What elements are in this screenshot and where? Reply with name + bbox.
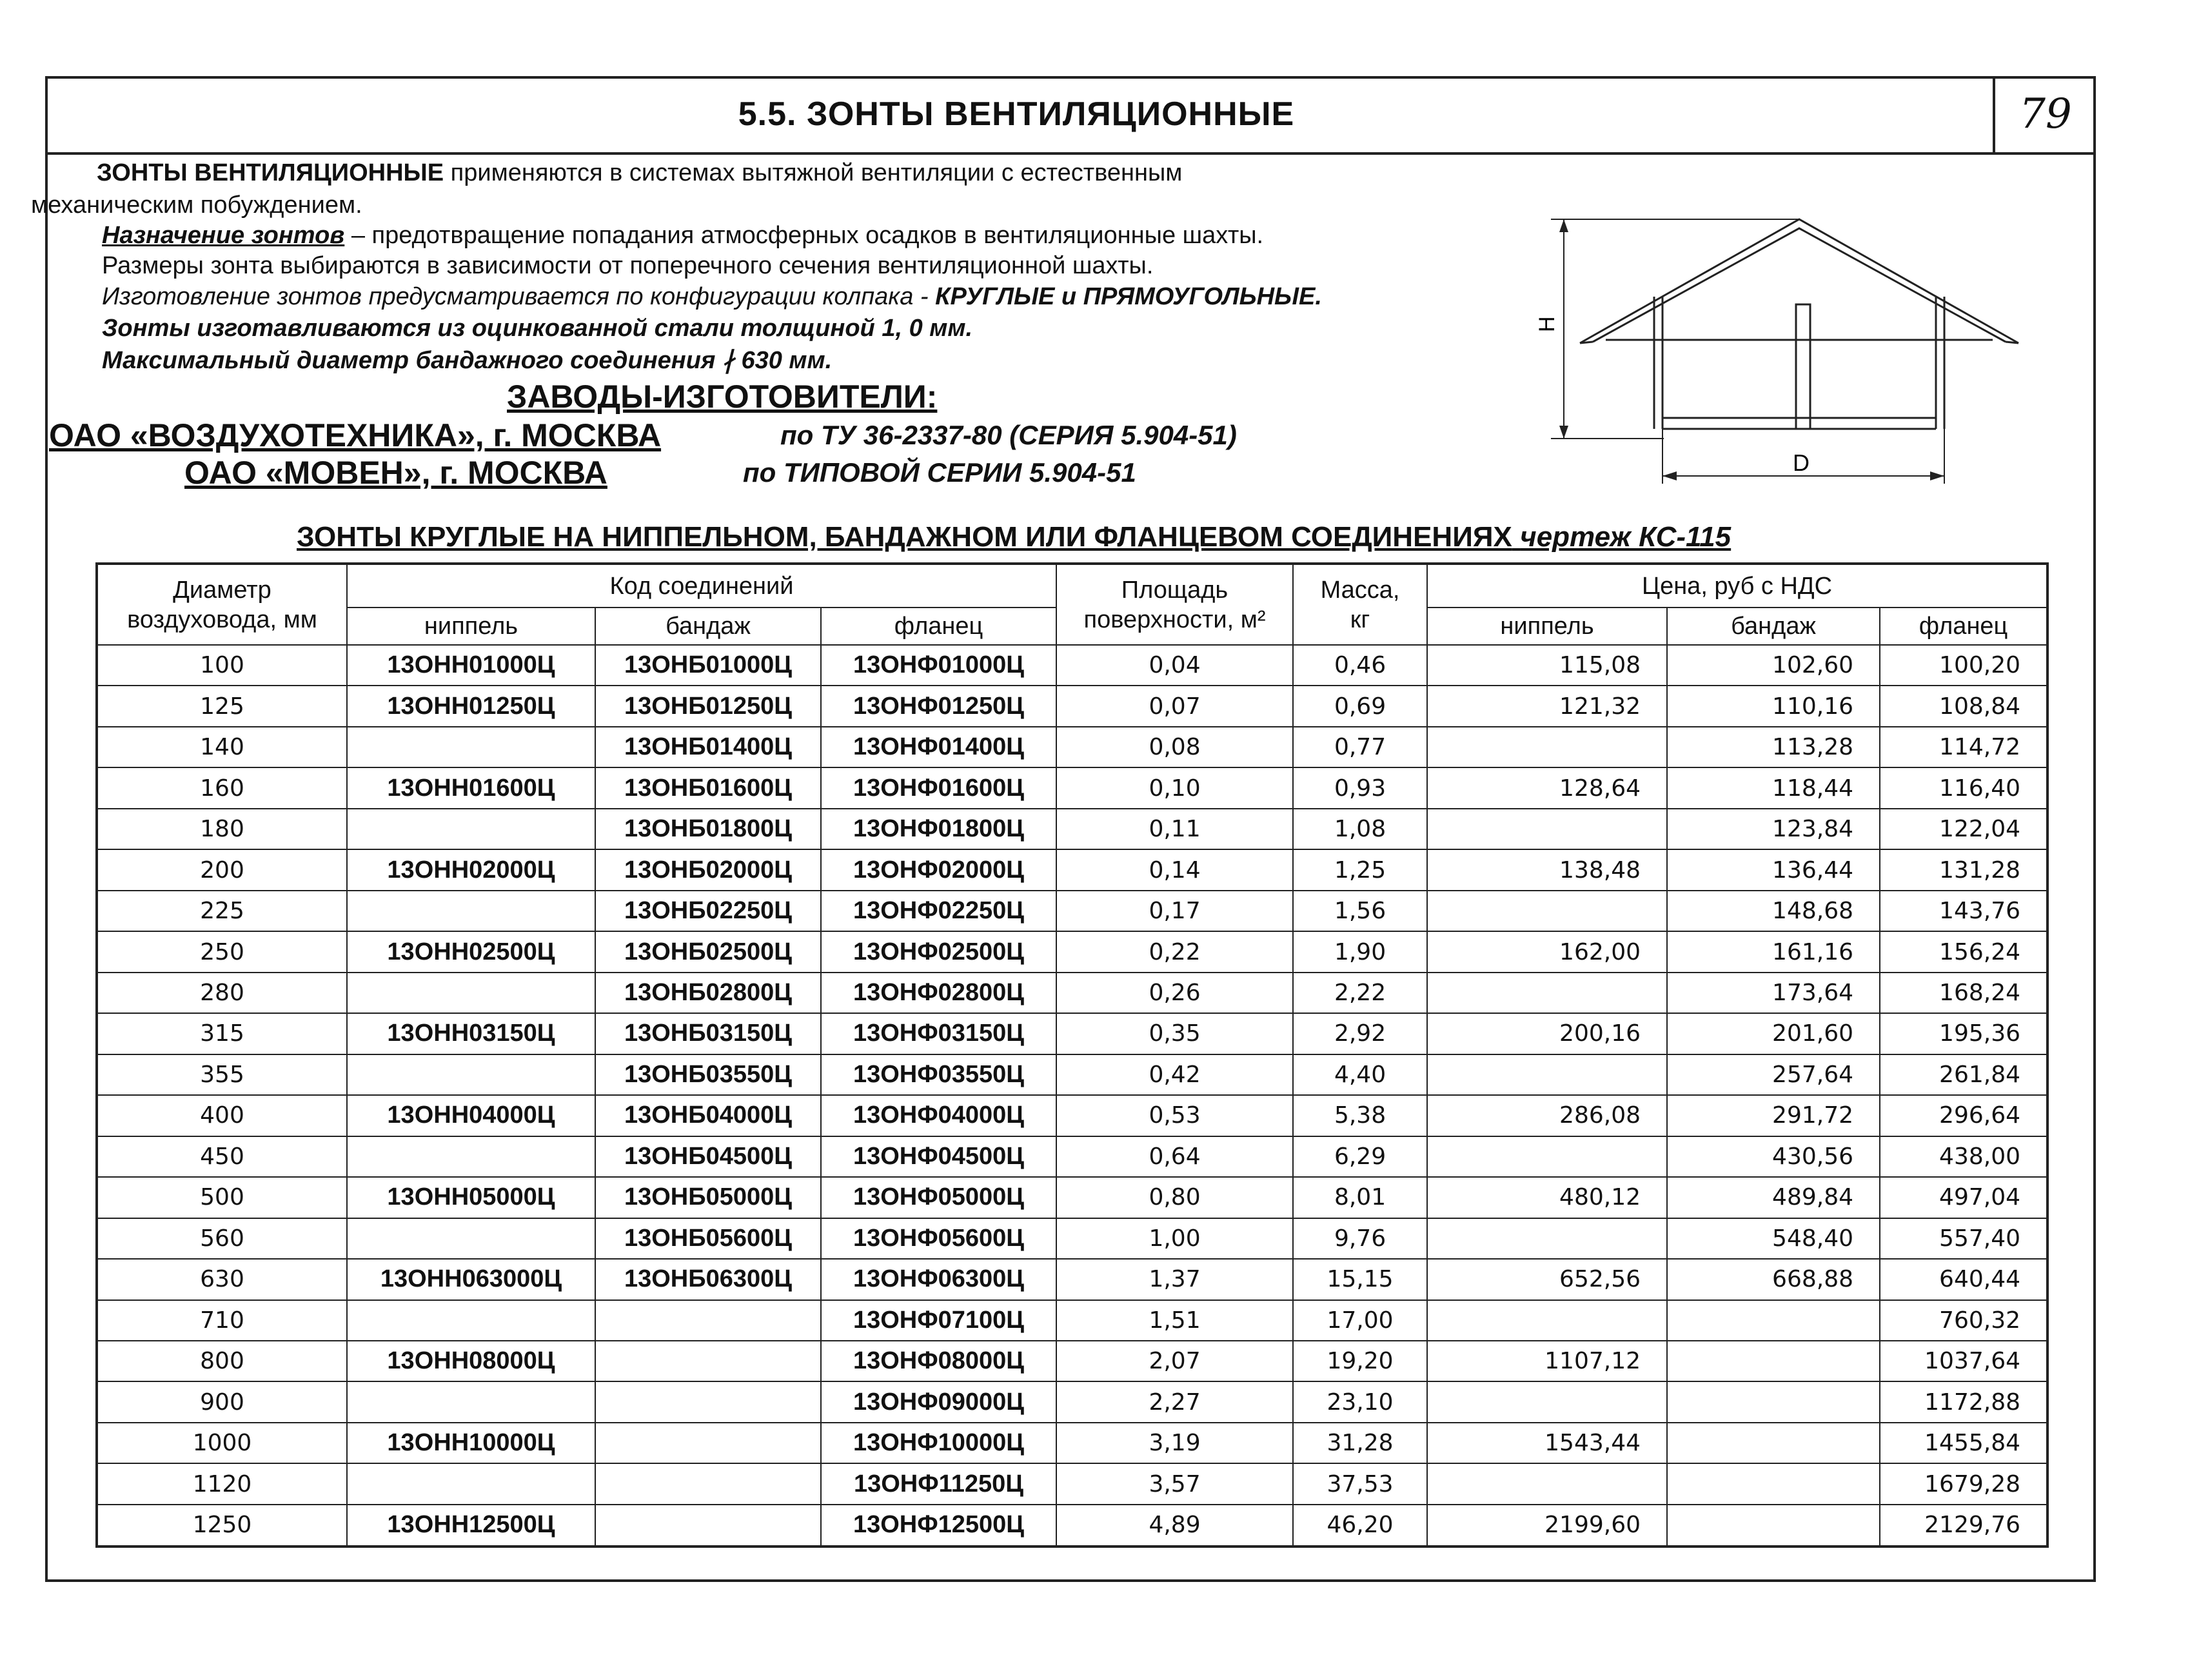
cell-code-band: 13ОНБ01600Ц xyxy=(595,767,821,808)
cell-price-band: 161,16 xyxy=(1667,931,1880,972)
table-row xyxy=(97,1423,2047,1463)
table-row xyxy=(97,891,2047,931)
table-row xyxy=(97,1013,2047,1054)
cell-code-band xyxy=(595,1381,821,1422)
cell-price-band xyxy=(1667,1423,1880,1463)
col-header-mass: Масса, кг xyxy=(1293,564,1427,645)
material-line: Зонты изготавливаются из оцинкованной стали толщиной 1, 0 мм. xyxy=(102,315,973,342)
purpose-label: Назначение зонтов xyxy=(102,222,345,249)
cell-code-flange: 13ОНФ12500Ц xyxy=(821,1505,1056,1547)
cell-area: 0,64 xyxy=(1056,1136,1293,1177)
cell-code-band: 13ОНБ06300Ц xyxy=(595,1259,821,1300)
cell-price-nipple: 162,00 xyxy=(1427,931,1667,972)
col-header-price: Цена, руб с НДС xyxy=(1427,564,2047,608)
cell-area: 0,08 xyxy=(1056,727,1293,767)
cell-diameter: 800 xyxy=(97,1341,347,1381)
col-header-area: Площадь поверхности, м² xyxy=(1056,564,1293,645)
cell-code-nipple xyxy=(347,1300,595,1341)
cell-diameter: 200 xyxy=(97,849,347,890)
table-row xyxy=(97,809,2047,849)
cell-code-nipple: 13ОНН01600Ц xyxy=(347,767,595,808)
cell-code-nipple xyxy=(347,727,595,767)
cell-price-nipple xyxy=(1427,1136,1667,1177)
cell-mass: 1,90 xyxy=(1293,931,1427,972)
cell-diameter: 355 xyxy=(97,1054,347,1095)
cell-area: 0,22 xyxy=(1056,931,1293,972)
cell-price-flange: 296,64 xyxy=(1880,1095,2047,1136)
cell-code-flange: 13ОНФ03550Ц xyxy=(821,1054,1056,1095)
config-line xyxy=(102,282,1322,311)
cell-code-flange: 13ОНФ05000Ц xyxy=(821,1177,1056,1218)
cell-code-band xyxy=(595,1300,821,1341)
cell-code-nipple: 13ОНН05000Ц xyxy=(347,1177,595,1218)
cell-price-band: 291,72 xyxy=(1667,1095,1880,1136)
table-row xyxy=(97,849,2047,890)
cell-code-nipple xyxy=(347,891,595,931)
cell-code-nipple: 13ОНН08000Ц xyxy=(347,1341,595,1381)
diameter-label: D xyxy=(1793,450,1810,476)
cell-code-nipple: 13ОНН063000Ц xyxy=(347,1259,595,1300)
cell-price-flange: 1037,64 xyxy=(1880,1341,2047,1381)
cell-price-nipple: 652,56 xyxy=(1427,1259,1667,1300)
cell-price-flange: 1455,84 xyxy=(1880,1423,2047,1463)
intro-text: применяются в системах вытяжной вентиляции с естественным xyxy=(444,159,1183,186)
cell-diameter: 560 xyxy=(97,1218,347,1259)
cell-price-flange: 114,72 xyxy=(1880,727,2047,767)
cell-price-band: 173,64 xyxy=(1667,973,1880,1013)
maker-2-spec: по ТИПОВОЙ СЕРИИ 5.904-51 xyxy=(743,457,1136,488)
cell-price-flange: 1679,28 xyxy=(1880,1463,2047,1504)
cell-mass: 1,25 xyxy=(1293,849,1427,890)
cell-mass: 46,20 xyxy=(1293,1505,1427,1547)
cell-price-flange: 122,04 xyxy=(1880,809,2047,849)
cell-area: 1,37 xyxy=(1056,1259,1293,1300)
cell-diameter: 250 xyxy=(97,931,347,972)
cell-code-flange: 13ОНФ03150Ц xyxy=(821,1013,1056,1054)
cell-code-flange: 13ОНФ01400Ц xyxy=(821,727,1056,767)
subheader-code-flange: фланец xyxy=(821,608,1056,645)
cell-price-flange: 261,84 xyxy=(1880,1054,2047,1095)
cell-price-nipple xyxy=(1427,1300,1667,1341)
cell-code-nipple xyxy=(347,1463,595,1504)
cell-price-nipple xyxy=(1427,1463,1667,1504)
cell-mass: 1,08 xyxy=(1293,809,1427,849)
maker-2-name: ОАО «МОВЕН», г. МОСКВА xyxy=(184,455,607,491)
cell-diameter: 160 xyxy=(97,767,347,808)
cell-code-nipple xyxy=(347,973,595,1013)
cell-price-flange: 195,36 xyxy=(1880,1013,2047,1054)
cell-mass: 6,29 xyxy=(1293,1136,1427,1177)
cell-code-flange: 13ОНФ06300Ц xyxy=(821,1259,1056,1300)
cell-mass: 8,01 xyxy=(1293,1177,1427,1218)
cell-code-nipple: 13ОНН02500Ц xyxy=(347,931,595,972)
table-row xyxy=(97,686,2047,726)
hood-center-pipe xyxy=(1796,304,1810,429)
drawing-ref: чертеж КС-115 xyxy=(1520,521,1731,553)
intro-line-2: механическим побуждением. xyxy=(31,192,362,219)
table-row xyxy=(97,931,2047,972)
cell-area: 2,27 xyxy=(1056,1381,1293,1422)
cell-price-band: 201,60 xyxy=(1667,1013,1880,1054)
cell-price-band: 136,44 xyxy=(1667,849,1880,890)
cell-code-flange: 13ОНФ04500Ц xyxy=(821,1136,1056,1177)
cell-price-band: 489,84 xyxy=(1667,1177,1880,1218)
cell-code-nipple: 13ОНН01250Ц xyxy=(347,686,595,726)
cell-code-band: 13ОНБ02250Ц xyxy=(595,891,821,931)
max-diameter-line: Максимальный диаметр бандажного соединения ∤ 630 мм. xyxy=(102,347,833,374)
col-header-diameter: Диаметр воздуховода, мм xyxy=(97,564,347,645)
table-row xyxy=(97,1505,2047,1547)
cell-price-band: 257,64 xyxy=(1667,1054,1880,1095)
cell-price-band xyxy=(1667,1300,1880,1341)
cell-price-flange: 131,28 xyxy=(1880,849,2047,890)
cell-area: 0,17 xyxy=(1056,891,1293,931)
table-row xyxy=(97,1218,2047,1259)
cell-price-flange: 760,32 xyxy=(1880,1300,2047,1341)
cell-price-nipple xyxy=(1427,1381,1667,1422)
header-bar xyxy=(45,76,2096,155)
subheader-code-nipple: ниппель xyxy=(347,608,595,645)
intro-line-1 xyxy=(97,158,1182,188)
cell-area: 0,14 xyxy=(1056,849,1293,890)
cell-price-flange: 557,40 xyxy=(1880,1218,2047,1259)
subheader-price-nipple: ниппель xyxy=(1427,608,1667,645)
cell-mass: 1,56 xyxy=(1293,891,1427,931)
cell-code-flange: 13ОНФ11250Ц xyxy=(821,1463,1056,1504)
cell-code-flange: 13ОНФ02500Ц xyxy=(821,931,1056,972)
cell-code-nipple: 13ОНН04000Ц xyxy=(347,1095,595,1136)
cell-price-flange: 168,24 xyxy=(1880,973,2047,1013)
cell-code-band: 13ОНБ04500Ц xyxy=(595,1136,821,1177)
cell-price-band: 113,28 xyxy=(1667,727,1880,767)
config-types: КРУГЛЫЕ и ПРЯМОУГОЛЬНЫЕ. xyxy=(935,283,1322,310)
cell-mass: 19,20 xyxy=(1293,1341,1427,1381)
price-table xyxy=(95,562,2049,1548)
cell-price-band: 148,68 xyxy=(1667,891,1880,931)
cell-price-flange: 100,20 xyxy=(1880,645,2047,686)
table-row xyxy=(97,1054,2047,1095)
cell-price-flange: 116,40 xyxy=(1880,767,2047,808)
table-row xyxy=(97,1341,2047,1381)
cell-area: 0,11 xyxy=(1056,809,1293,849)
cell-mass: 9,76 xyxy=(1293,1218,1427,1259)
cell-diameter: 280 xyxy=(97,973,347,1013)
cell-mass: 0,69 xyxy=(1293,686,1427,726)
table-row xyxy=(97,1463,2047,1504)
hood-roof-outer xyxy=(1580,219,2018,343)
cell-code-flange: 13ОНФ01000Ц xyxy=(821,645,1056,686)
cell-price-flange: 2129,76 xyxy=(1880,1505,2047,1547)
intro-bold-term: ЗОНТЫ ВЕНТИЛЯЦИОННЫЕ xyxy=(97,159,444,186)
cell-code-nipple: 13ОНН02000Ц xyxy=(347,849,595,890)
cell-diameter: 500 xyxy=(97,1177,347,1218)
cell-price-nipple: 138,48 xyxy=(1427,849,1667,890)
cell-code-band: 13ОНБ03150Ц xyxy=(595,1013,821,1054)
cell-price-nipple: 115,08 xyxy=(1427,645,1667,686)
table-row xyxy=(97,1095,2047,1136)
cell-code-flange: 13ОНФ09000Ц xyxy=(821,1381,1056,1422)
table-title xyxy=(297,521,1731,553)
subheader-code-band: бандаж xyxy=(595,608,821,645)
cell-price-band: 548,40 xyxy=(1667,1218,1880,1259)
cell-price-nipple: 286,08 xyxy=(1427,1095,1667,1136)
cell-code-flange: 13ОНФ10000Ц xyxy=(821,1423,1056,1463)
cell-mass: 5,38 xyxy=(1293,1095,1427,1136)
hood-diagram xyxy=(1503,206,2051,497)
cell-code-flange: 13ОНФ04000Ц xyxy=(821,1095,1056,1136)
cell-area: 2,07 xyxy=(1056,1341,1293,1381)
cell-code-band: 13ОНБ01800Ц xyxy=(595,809,821,849)
cell-diameter: 315 xyxy=(97,1013,347,1054)
table-row xyxy=(97,1177,2047,1218)
cell-area: 1,00 xyxy=(1056,1218,1293,1259)
cell-diameter: 1120 xyxy=(97,1463,347,1504)
cell-code-nipple xyxy=(347,809,595,849)
cell-code-band: 13ОНБ02000Ц xyxy=(595,849,821,890)
cell-mass: 0,77 xyxy=(1293,727,1427,767)
cell-price-flange: 1172,88 xyxy=(1880,1381,2047,1422)
cell-price-nipple xyxy=(1427,973,1667,1013)
cell-mass: 31,28 xyxy=(1293,1423,1427,1463)
cell-area: 3,57 xyxy=(1056,1463,1293,1504)
cell-code-flange: 13ОНФ01250Ц xyxy=(821,686,1056,726)
cell-area: 0,42 xyxy=(1056,1054,1293,1095)
size-line: Размеры зонта выбираются в зависимости от поперечного сечения вентиляционной шахты. xyxy=(102,252,1154,279)
cell-code-flange: 13ОНФ02800Ц xyxy=(821,973,1056,1013)
cell-mass: 2,22 xyxy=(1293,973,1427,1013)
purpose-line xyxy=(102,221,1263,250)
cell-price-band: 123,84 xyxy=(1667,809,1880,849)
cell-price-flange: 640,44 xyxy=(1880,1259,2047,1300)
page-title: 5.5. ЗОНТЫ ВЕНТИЛЯЦИОННЫЕ xyxy=(738,95,1295,133)
cell-area: 3,19 xyxy=(1056,1423,1293,1463)
cell-code-band: 13ОНБ05600Ц xyxy=(595,1218,821,1259)
cell-mass: 0,93 xyxy=(1293,767,1427,808)
col-header-codes: Код соединений xyxy=(347,564,1056,608)
cell-area: 0,35 xyxy=(1056,1013,1293,1054)
cell-diameter: 710 xyxy=(97,1300,347,1341)
cell-diameter: 630 xyxy=(97,1259,347,1300)
cell-mass: 15,15 xyxy=(1293,1259,1427,1300)
table-row xyxy=(97,1381,2047,1422)
table-title-main: ЗОНТЫ КРУГЛЫЕ НА НИППЕЛЬНОМ, БАНДАЖНОМ ИЛИ ФЛАНЦЕВОМ СОЕДИНЕНИЯХ xyxy=(297,521,1512,553)
cell-price-flange: 497,04 xyxy=(1880,1177,2047,1218)
cell-code-band xyxy=(595,1341,821,1381)
table-row xyxy=(97,645,2047,686)
cell-diameter: 140 xyxy=(97,727,347,767)
config-text: Изготовление зонтов предусматривается по конфигурации колпака - xyxy=(102,283,936,310)
cell-code-band xyxy=(595,1423,821,1463)
cell-area: 1,51 xyxy=(1056,1300,1293,1341)
cell-code-nipple: 13ОНН12500Ц xyxy=(347,1505,595,1547)
cell-price-band xyxy=(1667,1505,1880,1547)
makers-heading: ЗАВОДЫ-ИЗГОТОВИТЕЛИ: xyxy=(507,379,938,415)
cell-price-flange: 156,24 xyxy=(1880,931,2047,972)
cell-diameter: 225 xyxy=(97,891,347,931)
cell-code-nipple xyxy=(347,1054,595,1095)
cell-code-nipple: 13ОНН03150Ц xyxy=(347,1013,595,1054)
cell-mass: 0,46 xyxy=(1293,645,1427,686)
cell-area: 0,04 xyxy=(1056,645,1293,686)
cell-price-band: 668,88 xyxy=(1667,1259,1880,1300)
cell-diameter: 100 xyxy=(97,645,347,686)
cell-mass: 37,53 xyxy=(1293,1463,1427,1504)
cell-mass: 2,92 xyxy=(1293,1013,1427,1054)
cell-code-band: 13ОНБ02800Ц xyxy=(595,973,821,1013)
cell-code-band: 13ОНБ02500Ц xyxy=(595,931,821,972)
cell-diameter: 450 xyxy=(97,1136,347,1177)
page-number: 79 xyxy=(1993,76,2096,152)
height-label: Н xyxy=(1535,316,1559,332)
cell-area: 4,89 xyxy=(1056,1505,1293,1547)
cell-price-flange: 438,00 xyxy=(1880,1136,2047,1177)
cell-price-nipple: 200,16 xyxy=(1427,1013,1667,1054)
cell-price-flange: 143,76 xyxy=(1880,891,2047,931)
table-row xyxy=(97,1259,2047,1300)
cell-code-band: 13ОНБ04000Ц xyxy=(595,1095,821,1136)
cell-code-band xyxy=(595,1505,821,1547)
cell-mass: 23,10 xyxy=(1293,1381,1427,1422)
cell-code-flange: 13ОНФ01600Ц xyxy=(821,767,1056,808)
cell-area: 0,10 xyxy=(1056,767,1293,808)
cell-area: 0,26 xyxy=(1056,973,1293,1013)
cell-diameter: 180 xyxy=(97,809,347,849)
cell-price-nipple xyxy=(1427,727,1667,767)
cell-mass: 17,00 xyxy=(1293,1300,1427,1341)
cell-diameter: 125 xyxy=(97,686,347,726)
cell-area: 0,07 xyxy=(1056,686,1293,726)
cell-diameter: 1250 xyxy=(97,1505,347,1547)
cell-diameter: 900 xyxy=(97,1381,347,1422)
cell-code-nipple: 13ОНН10000Ц xyxy=(347,1423,595,1463)
subheader-price-band: бандаж xyxy=(1667,608,1880,645)
cell-price-nipple xyxy=(1427,1218,1667,1259)
cell-code-nipple: 13ОНН01000Ц xyxy=(347,645,595,686)
cell-code-nipple xyxy=(347,1381,595,1422)
cell-code-band: 13ОНБ01000Ц xyxy=(595,645,821,686)
table-row xyxy=(97,727,2047,767)
cell-price-nipple: 1107,12 xyxy=(1427,1341,1667,1381)
cell-area: 0,53 xyxy=(1056,1095,1293,1136)
cell-code-nipple xyxy=(347,1136,595,1177)
price-table-body xyxy=(97,645,2047,1547)
cell-price-nipple: 480,12 xyxy=(1427,1177,1667,1218)
cell-code-flange: 13ОНФ02250Ц xyxy=(821,891,1056,931)
cell-mass: 4,40 xyxy=(1293,1054,1427,1095)
cell-price-nipple xyxy=(1427,1054,1667,1095)
cell-price-flange: 108,84 xyxy=(1880,686,2047,726)
table-row xyxy=(97,1136,2047,1177)
cell-code-flange: 13ОНФ01800Ц xyxy=(821,809,1056,849)
cell-price-nipple: 128,64 xyxy=(1427,767,1667,808)
cell-price-band: 430,56 xyxy=(1667,1136,1880,1177)
cell-price-band: 102,60 xyxy=(1667,645,1880,686)
table-row xyxy=(97,973,2047,1013)
cell-code-band xyxy=(595,1463,821,1504)
cell-code-flange: 13ОНФ05600Ц xyxy=(821,1218,1056,1259)
cell-code-flange: 13ОНФ07100Ц xyxy=(821,1300,1056,1341)
cell-code-flange: 13ОНФ02000Ц xyxy=(821,849,1056,890)
cell-price-nipple: 1543,44 xyxy=(1427,1423,1667,1463)
cell-diameter: 1000 xyxy=(97,1423,347,1463)
cell-code-band: 13ОНБ01400Ц xyxy=(595,727,821,767)
maker-1-spec: по ТУ 36-2337-80 (СЕРИЯ 5.904-51) xyxy=(780,420,1237,450)
cell-price-band: 110,16 xyxy=(1667,686,1880,726)
cell-price-nipple: 121,32 xyxy=(1427,686,1667,726)
cell-code-band: 13ОНБ03550Ц xyxy=(595,1054,821,1095)
table-row xyxy=(97,767,2047,808)
cell-price-band xyxy=(1667,1381,1880,1422)
cell-code-flange: 13ОНФ08000Ц xyxy=(821,1341,1056,1381)
cell-code-band: 13ОНБ01250Ц xyxy=(595,686,821,726)
table-row xyxy=(97,1300,2047,1341)
cell-price-band xyxy=(1667,1463,1880,1504)
cell-price-nipple: 2199,60 xyxy=(1427,1505,1667,1547)
cell-code-band: 13ОНБ05000Ц xyxy=(595,1177,821,1218)
cell-price-nipple xyxy=(1427,809,1667,849)
cell-diameter: 400 xyxy=(97,1095,347,1136)
cell-code-nipple xyxy=(347,1218,595,1259)
cell-price-nipple xyxy=(1427,891,1667,931)
cell-area: 0,80 xyxy=(1056,1177,1293,1218)
subheader-price-flange: фланец xyxy=(1880,608,2047,645)
purpose-text: – предотвращение попадания атмосферных осадков в вентиляционные шахты. xyxy=(344,222,1264,249)
maker-1-name: ОАО «ВОЗДУХОТЕХНИКА», г. МОСКВА xyxy=(49,417,662,453)
cell-price-band: 118,44 xyxy=(1667,767,1880,808)
cell-price-band xyxy=(1667,1341,1880,1381)
